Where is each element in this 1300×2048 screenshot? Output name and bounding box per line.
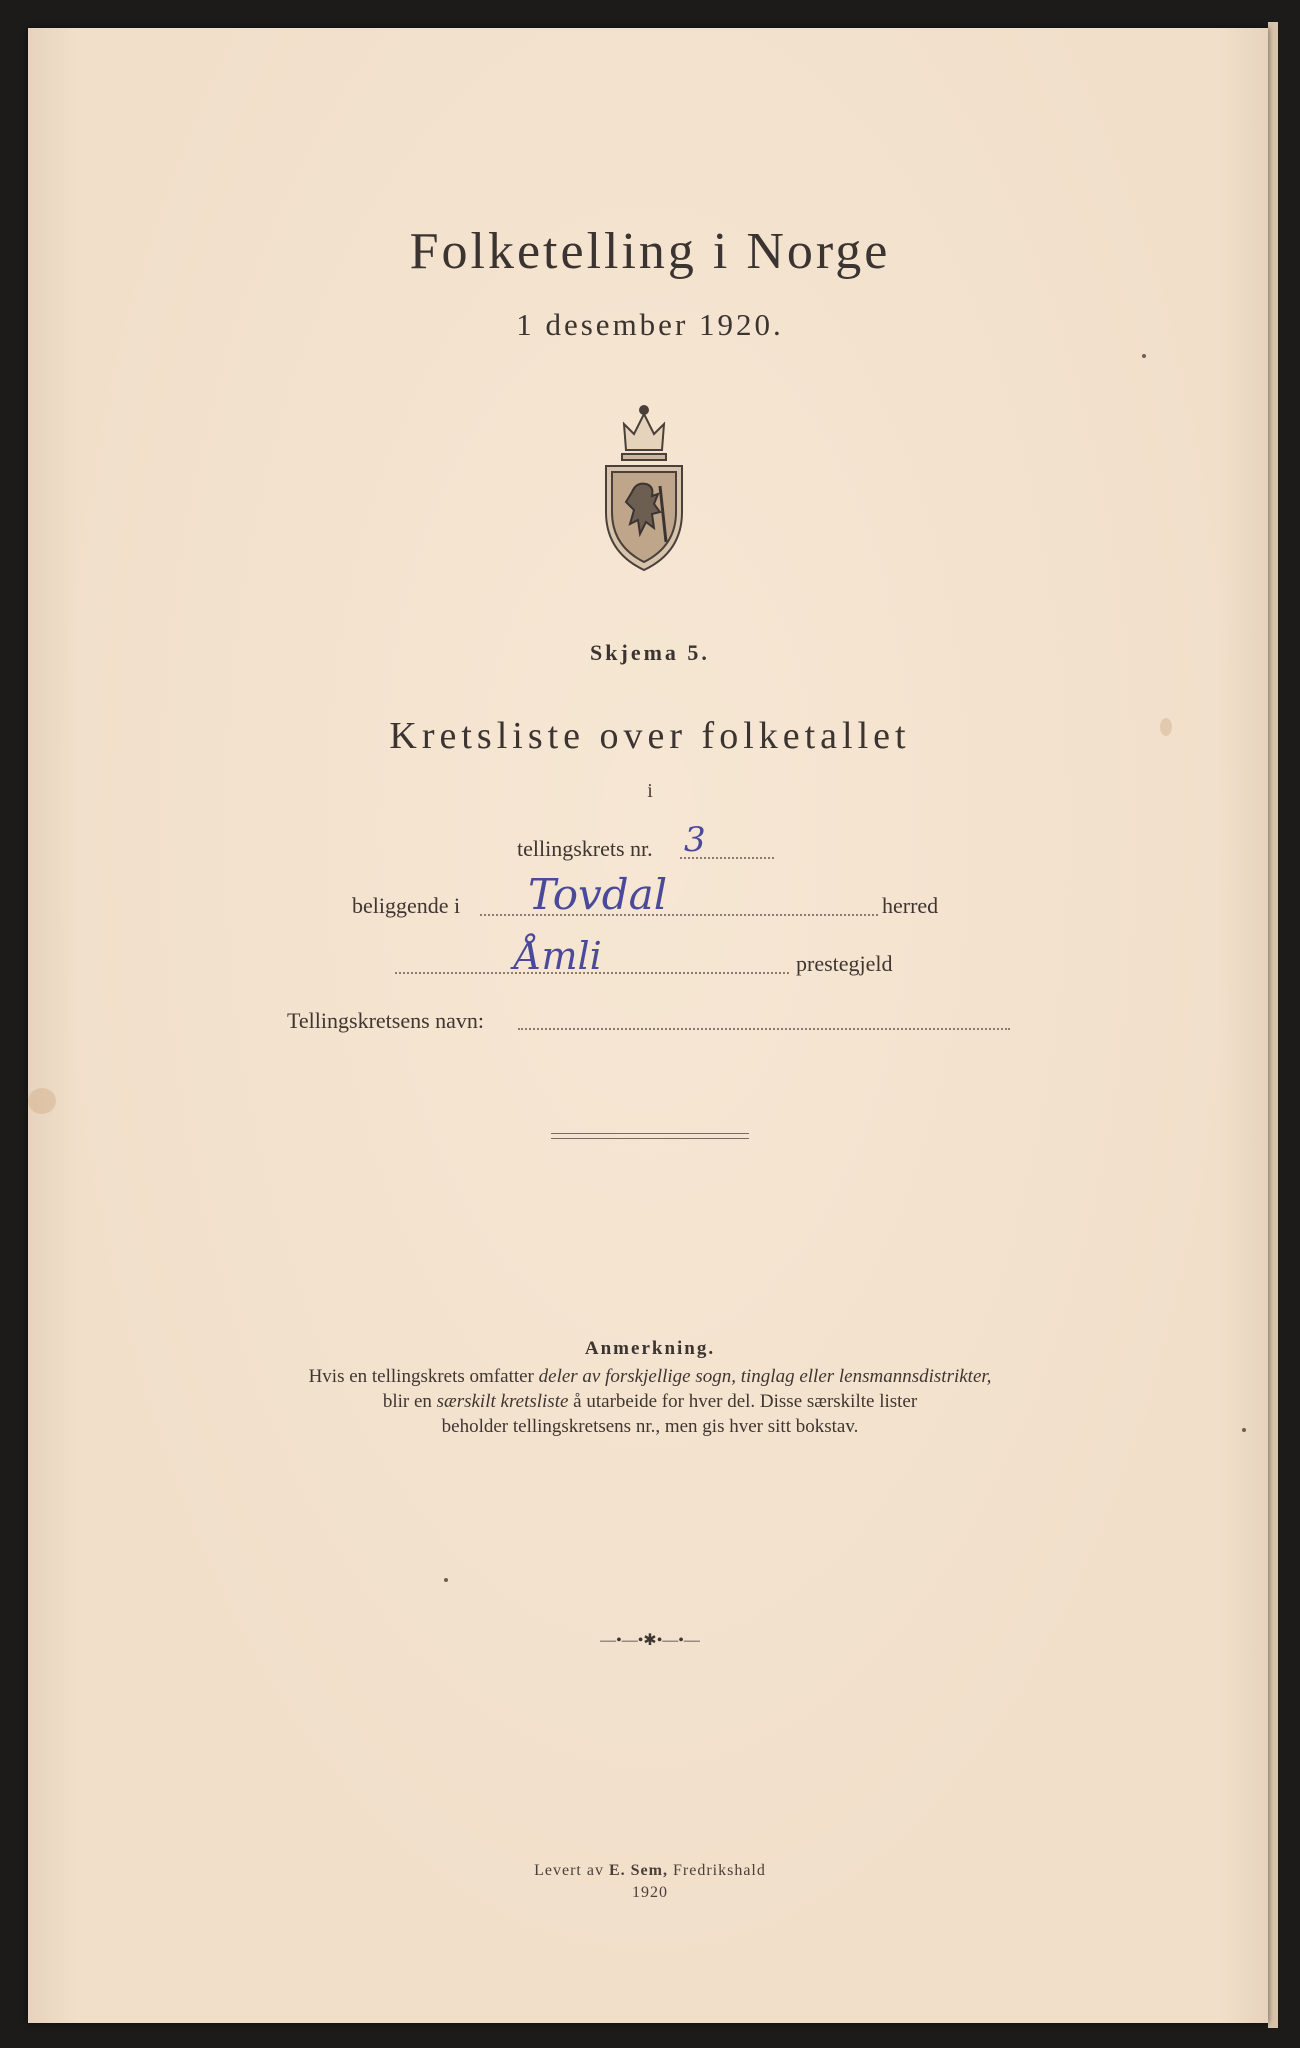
district-name-label: Tellingskretsens navn:	[287, 1008, 485, 1033]
note-line-2-text: blir en	[382, 1391, 437, 1412]
form-subtitle: Kretsliste over folketallet	[389, 715, 911, 757]
paper-speck	[1142, 354, 1146, 358]
district-number-label: tellingskrets nr.	[517, 836, 653, 861]
printer-line	[0, 1862, 1300, 1880]
norwegian-coat-of-arms-icon	[596, 402, 692, 574]
note-line-2	[0, 1391, 1300, 1413]
note-heading: Anmerkning.	[584, 1338, 716, 1359]
herred-label: herred	[882, 893, 939, 918]
parish-value: Åmli	[514, 934, 602, 978]
note-line-1-text: Hvis en tellingskrets omfatter	[308, 1366, 539, 1387]
note-line-2-tail: å utarbeide for hver del. Disse særskilte lister	[568, 1391, 918, 1412]
paper-stain	[28, 1088, 56, 1114]
census-date: 1 desember 1920.	[516, 307, 784, 342]
printer-prefix: Levert av	[534, 1862, 609, 1879]
connector-word: i	[647, 780, 653, 802]
ornament-divider: —•—•✱•—•—	[600, 1632, 700, 1649]
note-line-2-emphasis: særskilt kretsliste	[436, 1391, 569, 1412]
note-line-1	[0, 1366, 1300, 1388]
divider-line	[551, 1138, 749, 1139]
municipality-value: Tovdal	[528, 870, 668, 919]
note-line-1-emphasis: deler av forskjellige sogn, tinglag eller lensmannsdistrikter,	[538, 1366, 992, 1387]
printer-year: 1920	[632, 1884, 668, 1901]
divider-line	[551, 1133, 749, 1134]
located-in-label: beliggende i	[352, 893, 461, 918]
printer-name: E. Sem,	[608, 1862, 668, 1879]
schema-label: Skjema 5.	[590, 640, 710, 665]
page-title: Folketelling i Norge	[409, 223, 891, 280]
district-name-field[interactable]	[518, 1028, 1010, 1030]
printer-place: Fredrikshald	[667, 1862, 766, 1879]
paper-speck	[444, 1578, 448, 1582]
note-line-3: beholder tellingskretsens nr., men gis hver sitt bokstav.	[441, 1416, 859, 1437]
parish-label: prestegjeld	[796, 951, 893, 976]
district-number-value: 3	[684, 820, 706, 860]
